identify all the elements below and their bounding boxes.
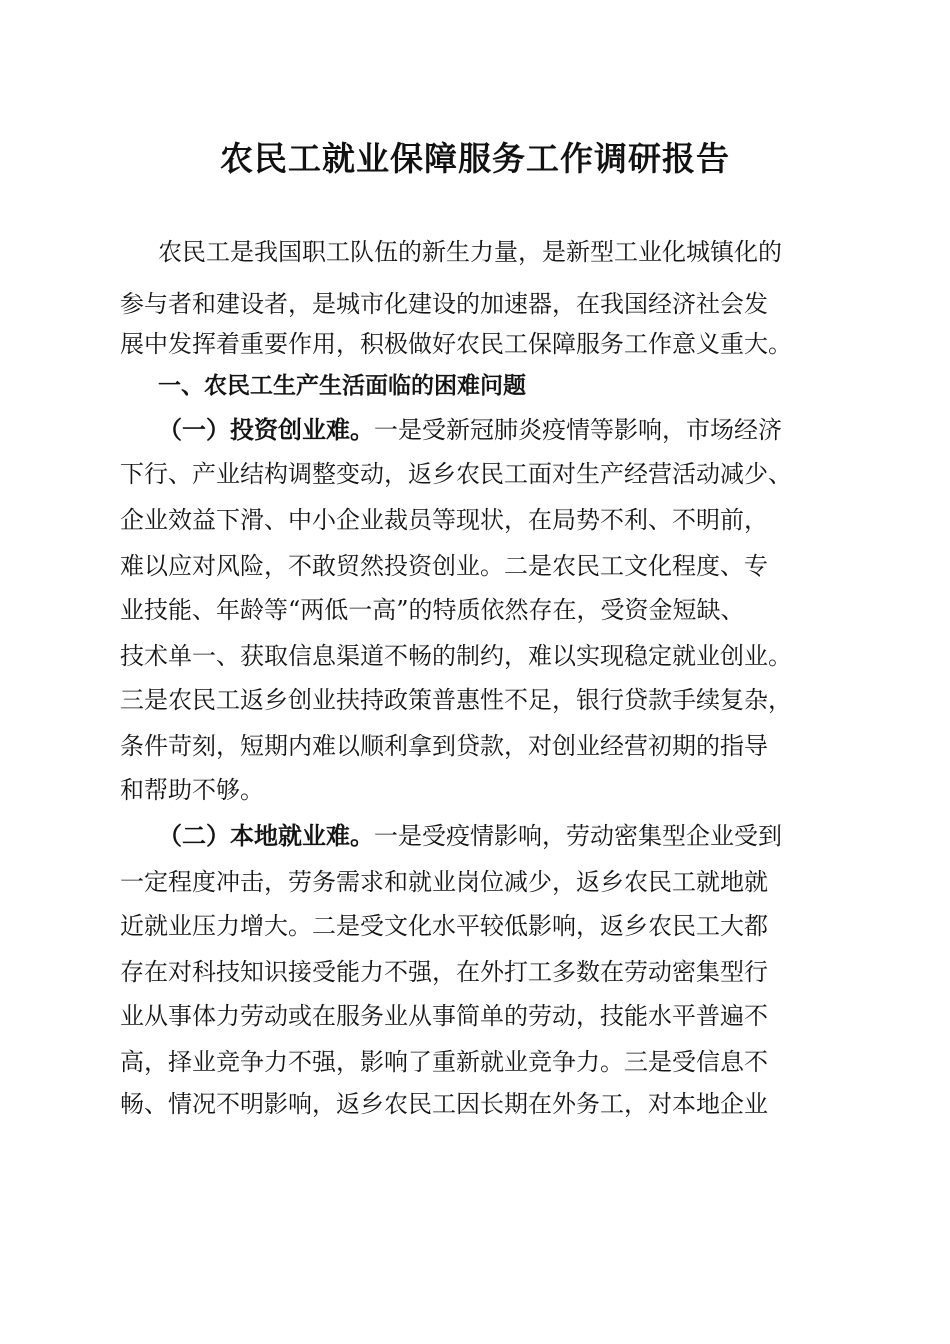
item1-line-6: 技术单一、获取信息渠道不畅的制约，难以实现稳定就业创业。 [120,642,792,670]
item2-line-6: 高，择业竞争力不强，影响了重新就业竞争力。三是受信息不 [120,1048,768,1076]
item1-text-1: 一是受新冠肺炎疫情等影响，市场经济 [374,416,782,444]
item2-line-7: 畅、情况不明影响，返乡农民工因长期在外务工，对本地企业 [120,1090,768,1118]
item1-line-7: 三是农民工返乡创业扶持政策普惠性不足，银行贷款手续复杂， [120,686,792,714]
intro-line-2: 参与者和建设者，是城市化建设的加速器，在我国经济社会发 [120,290,768,318]
item1-line-9: 和帮助不够。 [120,776,264,804]
item1-line-2: 下行、产业结构调整变动，返乡农民工面对生产经营活动减少、 [120,460,792,488]
intro-line-1: 农民工是我国职工队伍的新生力量，是新型工业化城镇化的 [158,238,782,266]
document-title: 农民工就业保障服务工作调研报告 [220,139,730,178]
item2-line-3: 近就业压力增大。二是受文化水平较低影响，返乡农民工大都 [120,912,768,940]
item1-line-8: 条件苛刻，短期内难以顺利拿到贷款，对创业经营初期的指导 [120,732,768,760]
item1-line-4: 难以应对风险，不敢贸然投资创业。二是农民工文化程度、专 [120,552,768,580]
item2-line-5: 业从事体力劳动或在服务业从事简单的劳动，技能水平普遍不 [120,1002,768,1030]
item1-line-5: 业技能、年龄等“两低一高”的特质依然存在，受资金短缺、 [120,596,745,624]
item1-lead: （一）投资创业难。 [158,415,374,444]
item2-text-1: 一是受疫情影响，劳动密集型企业受到 [374,822,782,850]
item2-lead: （二）本地就业难。 [158,821,374,850]
item2-line-1 [158,810,782,862]
intro-line-3: 展中发挥着重要作用，积极做好农民工保障服务工作意义重大。 [120,330,792,358]
item2-line-2: 一定程度冲击，劳务需求和就业岗位减少，返乡农民工就地就 [120,868,768,896]
section-heading-1: 一、农民工生产生活面临的困难问题 [158,373,526,399]
item2-line-4: 存在对科技知识接受能力不强，在外打工多数在劳动密集型行 [120,958,768,986]
item1-line-3: 企业效益下滑、中小企业裁员等现状，在局势不利、不明前， [120,506,768,534]
